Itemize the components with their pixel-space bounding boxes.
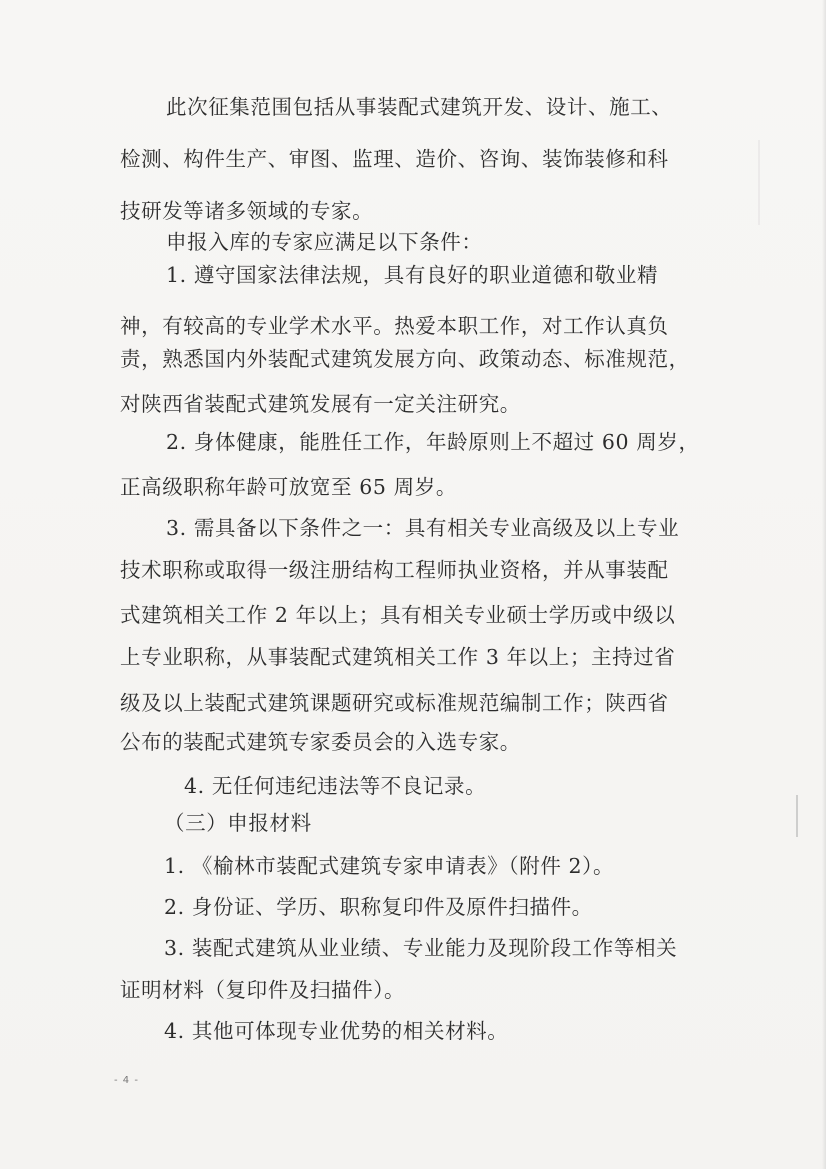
text-line-17: 4. 无任何违纪违法等不良记录。 — [184, 774, 487, 798]
text-line-2: 检测、构件生产、审图、监理、造价、咨询、装饰装修和科 — [120, 147, 669, 171]
text-line-7: 责，熟悉国内外装配式建筑发展方向、政策动态、标准规范， — [120, 347, 690, 371]
text-line-8: 对陕西省装配式建筑发展有一定关注研究。 — [120, 392, 521, 416]
text-line-3: 技研发等诸多领域的专家。 — [120, 199, 374, 223]
text-line-10: 正高级职称年龄可放宽至 65 周岁。 — [120, 475, 457, 499]
text-line-6: 神，有较高的专业学术水平。热爱本职工作，对工作认真负 — [120, 314, 669, 338]
text-line-15: 级及以上装配式建筑课题研究或标准规范编制工作；陕西省 — [120, 691, 669, 715]
text-line-19: 1. 《榆林市装配式建筑专家申请表》（附件 2）。 — [164, 854, 615, 878]
text-line-9: 2. 身体健康，能胜任工作，年龄原则上不超过 60 周岁， — [166, 430, 700, 454]
text-line-16: 公布的装配式建筑专家委员会的入选专家。 — [120, 730, 521, 754]
page-edge-shadow — [822, 0, 826, 1169]
text-line-4: 申报入库的专家应满足以下条件： — [166, 230, 483, 254]
text-line-21: 3. 装配式建筑从业业绩、专业能力及现阶段工作等相关 — [164, 936, 678, 960]
text-line-13: 式建筑相关工作 2 年以上；具有相关专业硕士学历或中级以 — [120, 603, 676, 627]
scan-artifact-mark — [796, 795, 798, 837]
text-line-23: 4. 其他可体现专业优势的相关材料。 — [164, 1019, 509, 1043]
text-line-12: 技术职称或取得一级注册结构工程师执业资格，并从事装配 — [120, 558, 669, 582]
section-heading: （三）申报材料 — [164, 811, 312, 835]
text-line-11: 3. 需具备以下条件之一：具有相关专业高级及以上专业 — [166, 516, 680, 540]
scan-artifact-mark — [758, 140, 760, 225]
page-number: - 4 - — [114, 1075, 139, 1086]
text-line-5: 1. 遵守国家法律法规，具有良好的职业道德和敬业精 — [166, 263, 659, 287]
text-line-20: 2. 身份证、学历、职称复印件及原件扫描件。 — [164, 895, 593, 919]
text-line-1: 此次征集范围包括从事装配式建筑开发、设计、施工、 — [166, 95, 673, 119]
text-line-22: 证明材料（复印件及扫描件）。 — [120, 978, 406, 1002]
text-line-14: 上专业职称，从事装配式建筑相关工作 3 年以上；主持过省 — [120, 645, 676, 669]
